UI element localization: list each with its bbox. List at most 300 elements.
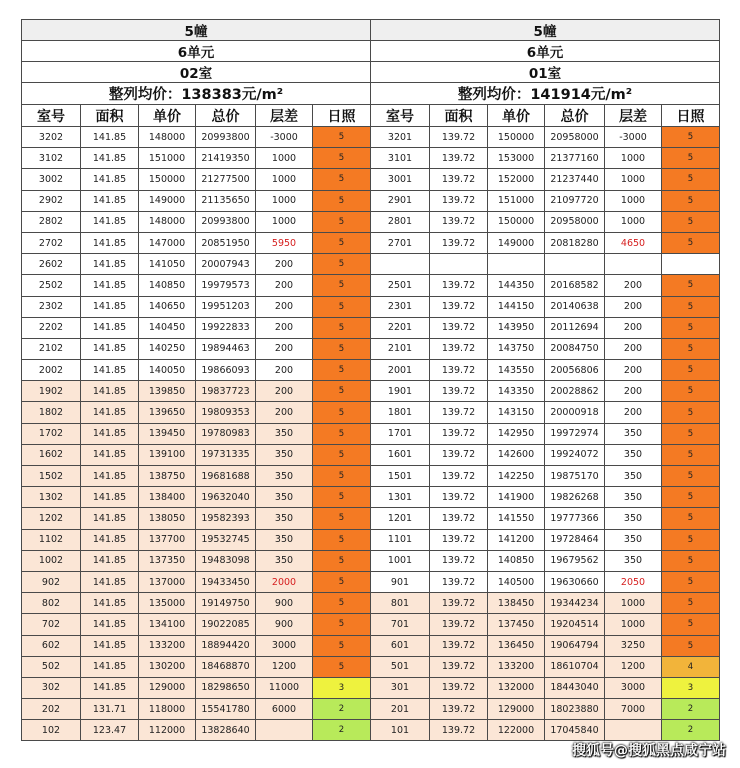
cell-sunlight: 5: [313, 656, 371, 677]
table-row: [371, 190, 720, 211]
cell-area: 141.85: [81, 444, 139, 465]
cell-sunlight: 5: [313, 296, 371, 317]
cell-sunlight: 5: [313, 169, 371, 190]
cell-room: 2301: [371, 296, 430, 317]
cell-unit-price: 151000: [488, 190, 545, 211]
cell-total: 18894420: [196, 635, 256, 656]
cell-area: 139.72: [430, 635, 488, 656]
average-price: 整列均价：138383元/m²: [22, 83, 371, 105]
cell-unit-price: 130200: [139, 656, 196, 677]
cell-floor-diff: 350: [605, 508, 662, 529]
cell-total: 19837723: [196, 381, 256, 402]
cell-unit-price: 140050: [139, 360, 196, 381]
average-price: 整列均价：141914元/m²: [371, 83, 720, 105]
cell-floor-diff: 200: [256, 254, 313, 275]
column-header-unit-price: 单价: [139, 105, 196, 127]
cell-area: [430, 254, 488, 275]
cell-unit-price: 138750: [139, 466, 196, 487]
cell-room: 2701: [371, 232, 430, 253]
cell-unit-price: 148000: [139, 127, 196, 148]
table-row: [371, 529, 720, 550]
cell-area: 139.72: [430, 127, 488, 148]
cell-unit-price: 153000: [488, 148, 545, 169]
cell-sunlight: 5: [662, 275, 720, 296]
cell-area: 141.85: [81, 211, 139, 232]
cell-room: 1801: [371, 402, 430, 423]
cell-unit-price: 141900: [488, 487, 545, 508]
cell-area: 141.85: [81, 571, 139, 592]
table-row: [371, 338, 720, 359]
cell-sunlight: 4: [662, 656, 720, 677]
cell-floor-diff: 1000: [605, 148, 662, 169]
cell-sunlight: 5: [313, 635, 371, 656]
cell-room: 1102: [22, 529, 81, 550]
cell-area: 141.85: [81, 635, 139, 656]
cell-total: 19728464: [545, 529, 605, 550]
cell-room: 1301: [371, 487, 430, 508]
cell-floor-diff: [256, 720, 313, 741]
cell-sunlight: 5: [662, 211, 720, 232]
table-row: [22, 317, 371, 338]
cell-floor-diff: 900: [256, 593, 313, 614]
cell-room: 2801: [371, 211, 430, 232]
cell-room: 801: [371, 593, 430, 614]
cell-floor-diff: -3000: [256, 127, 313, 148]
cell-area: 139.72: [430, 423, 488, 444]
table-row: [22, 423, 371, 444]
table-row: [371, 232, 720, 253]
table-row: [371, 487, 720, 508]
cell-room: 302: [22, 677, 81, 698]
cell-area: 139.72: [430, 444, 488, 465]
cell-room: 2102: [22, 338, 81, 359]
cell-total: 20112694: [545, 317, 605, 338]
cell-floor-diff: 200: [256, 381, 313, 402]
cell-unit-price: 136450: [488, 635, 545, 656]
cell-total: 20993800: [196, 127, 256, 148]
cell-total: 19972974: [545, 423, 605, 444]
cell-area: 139.72: [430, 232, 488, 253]
cell-unit-price: 118000: [139, 699, 196, 720]
cell-area: 139.72: [430, 275, 488, 296]
cell-unit-price: 140250: [139, 338, 196, 359]
cell-area: 141.85: [81, 148, 139, 169]
cell-total: 21237440: [545, 169, 605, 190]
cell-unit-price: 138400: [139, 487, 196, 508]
cell-sunlight: 5: [313, 360, 371, 381]
cell-area: 139.72: [430, 699, 488, 720]
table-row: [371, 296, 720, 317]
cell-total: 20958000: [545, 127, 605, 148]
cell-floor-diff: 350: [256, 550, 313, 571]
cell-area: 131.71: [81, 699, 139, 720]
cell-room: 3202: [22, 127, 81, 148]
cell-total: 19022085: [196, 614, 256, 635]
unit-title: 6单元: [22, 41, 371, 62]
table-row: [22, 571, 371, 592]
cell-unit-price: 132000: [488, 677, 545, 698]
cell-total: 19777366: [545, 508, 605, 529]
cell-total: 19679562: [545, 550, 605, 571]
cell-room: 1701: [371, 423, 430, 444]
cell-floor-diff: 1000: [256, 169, 313, 190]
cell-area: 139.72: [430, 211, 488, 232]
cell-floor-diff: [605, 254, 662, 275]
cell-unit-price: 140500: [488, 571, 545, 592]
cell-total: 21377160: [545, 148, 605, 169]
cell-total: 19483098: [196, 550, 256, 571]
cell-floor-diff: 200: [605, 296, 662, 317]
cell-unit-price: 139450: [139, 423, 196, 444]
table-row: [371, 635, 720, 656]
table-row: [371, 444, 720, 465]
cell-unit-price: 140650: [139, 296, 196, 317]
cell-sunlight: 5: [313, 593, 371, 614]
cell-room: 1302: [22, 487, 81, 508]
cell-unit-price: 129000: [488, 699, 545, 720]
cell-unit-price: 150000: [488, 211, 545, 232]
cell-floor-diff: 1000: [605, 169, 662, 190]
cell-floor-diff: 1000: [256, 148, 313, 169]
cell-total: 20818280: [545, 232, 605, 253]
cell-sunlight: 5: [313, 211, 371, 232]
cell-sunlight: 3: [313, 677, 371, 698]
cell-area: 139.72: [430, 466, 488, 487]
cell-area: 139.72: [430, 656, 488, 677]
cell-room: 201: [371, 699, 430, 720]
cell-total: 21277500: [196, 169, 256, 190]
table-row: [371, 127, 720, 148]
cell-room: 701: [371, 614, 430, 635]
table-row: [22, 296, 371, 317]
cell-unit-price: 150000: [139, 169, 196, 190]
cell-sunlight: 5: [662, 296, 720, 317]
cell-area: 139.72: [430, 529, 488, 550]
cell-floor-diff: 350: [605, 529, 662, 550]
cell-floor-diff: 350: [605, 423, 662, 444]
cell-sunlight: 5: [662, 508, 720, 529]
cell-room: 1702: [22, 423, 81, 444]
cell-area: 139.72: [430, 190, 488, 211]
cell-unit-price: 137450: [488, 614, 545, 635]
cell-room: 2001: [371, 360, 430, 381]
cell-total: 19979573: [196, 275, 256, 296]
cell-total: 20007943: [196, 254, 256, 275]
cell-total: 19681688: [196, 466, 256, 487]
cell-unit-price: 143350: [488, 381, 545, 402]
cell-floor-diff: 5950: [256, 232, 313, 253]
cell-unit-price: 140450: [139, 317, 196, 338]
cell-area: 139.72: [430, 296, 488, 317]
cell-room: 901: [371, 571, 430, 592]
cell-unit-price: 112000: [139, 720, 196, 741]
table-row: [22, 699, 371, 720]
cell-sunlight: 2: [662, 720, 720, 741]
column-header-sunlight: 日照: [313, 105, 371, 127]
cell-sunlight: 5: [313, 571, 371, 592]
cell-area: 141.85: [81, 360, 139, 381]
cell-total: [545, 254, 605, 275]
cell-sunlight: 5: [662, 338, 720, 359]
cell-unit-price: 140850: [488, 550, 545, 571]
cell-room: 1501: [371, 466, 430, 487]
column-header-total: 总价: [545, 105, 605, 127]
cell-area: 141.85: [81, 296, 139, 317]
cell-area: 141.85: [81, 593, 139, 614]
cell-room: 2002: [22, 360, 81, 381]
table-row: [371, 614, 720, 635]
cell-total: 19922833: [196, 317, 256, 338]
cell-area: 141.85: [81, 338, 139, 359]
left-table-panel: [21, 19, 370, 741]
cell-floor-diff: 200: [256, 338, 313, 359]
cell-sunlight: 5: [313, 317, 371, 338]
column-header-room: 室号: [22, 105, 81, 127]
table-row: [371, 677, 720, 698]
cell-sunlight: 5: [313, 381, 371, 402]
cell-total: 21419350: [196, 148, 256, 169]
cell-sunlight: 5: [662, 317, 720, 338]
cell-sunlight: 5: [662, 444, 720, 465]
cell-area: 141.85: [81, 614, 139, 635]
cell-unit-price: 147000: [139, 232, 196, 253]
cell-floor-diff: 11000: [256, 677, 313, 698]
cell-unit-price: 133200: [139, 635, 196, 656]
cell-room: 3002: [22, 169, 81, 190]
cell-total: 20168582: [545, 275, 605, 296]
table-row: [22, 508, 371, 529]
cell-sunlight: 5: [662, 360, 720, 381]
cell-total: 20028862: [545, 381, 605, 402]
cell-room: 802: [22, 593, 81, 614]
cell-room: 1602: [22, 444, 81, 465]
cell-sunlight: 5: [662, 487, 720, 508]
cell-sunlight: 5: [662, 148, 720, 169]
cell-room: 2501: [371, 275, 430, 296]
column-header-floor-diff: 层差: [605, 105, 662, 127]
cell-sunlight: 5: [313, 232, 371, 253]
cell-room: 1101: [371, 529, 430, 550]
cell-unit-price: 139850: [139, 381, 196, 402]
table-row: [22, 232, 371, 253]
cell-total: 20958000: [545, 211, 605, 232]
cell-floor-diff: 1000: [256, 190, 313, 211]
cell-sunlight: 3: [662, 677, 720, 698]
cell-room: 1902: [22, 381, 81, 402]
cell-floor-diff: 7000: [605, 699, 662, 720]
cell-area: 141.85: [81, 423, 139, 444]
cell-area: 141.85: [81, 254, 139, 275]
cell-sunlight: 5: [313, 550, 371, 571]
cell-floor-diff: 200: [256, 317, 313, 338]
cell-area: 139.72: [430, 148, 488, 169]
cell-floor-diff: 900: [256, 614, 313, 635]
table-row: [371, 254, 720, 275]
cell-area: 139.72: [430, 317, 488, 338]
cell-sunlight: 5: [313, 402, 371, 423]
cell-room: 501: [371, 656, 430, 677]
table-row: [371, 593, 720, 614]
building-title: 5幢: [22, 20, 371, 41]
table-row: [22, 381, 371, 402]
cell-unit-price: 133200: [488, 656, 545, 677]
cell-room: 1002: [22, 550, 81, 571]
cell-floor-diff: 3250: [605, 635, 662, 656]
cell-sunlight: 2: [662, 699, 720, 720]
cell-room: 2802: [22, 211, 81, 232]
cell-sunlight: 5: [313, 529, 371, 550]
cell-area: 141.85: [81, 232, 139, 253]
cell-unit-price: 151000: [139, 148, 196, 169]
cell-room: 202: [22, 699, 81, 720]
cell-room: 3102: [22, 148, 81, 169]
table-row: [371, 317, 720, 338]
cell-area: 141.85: [81, 677, 139, 698]
cell-unit-price: 141550: [488, 508, 545, 529]
column-header-room: 室号: [371, 105, 430, 127]
cell-area: 139.72: [430, 571, 488, 592]
cell-sunlight: 5: [662, 232, 720, 253]
column-header-floor-diff: 层差: [256, 105, 313, 127]
table-row: [22, 148, 371, 169]
cell-floor-diff: 1200: [256, 656, 313, 677]
cell-area: 141.85: [81, 169, 139, 190]
cell-room: 2202: [22, 317, 81, 338]
cell-floor-diff: 200: [256, 275, 313, 296]
cell-floor-diff: 4650: [605, 232, 662, 253]
column-header-row: [371, 105, 720, 127]
room-title: 02室: [22, 62, 371, 83]
cell-unit-price: [488, 254, 545, 275]
cell-unit-price: 143950: [488, 317, 545, 338]
cell-floor-diff: 1000: [605, 190, 662, 211]
cell-unit-price: 141200: [488, 529, 545, 550]
cell-floor-diff: 200: [605, 275, 662, 296]
cell-area: 139.72: [430, 338, 488, 359]
cell-area: 139.72: [430, 720, 488, 741]
cell-total: 19204514: [545, 614, 605, 635]
cell-total: 21135650: [196, 190, 256, 211]
cell-room: 1001: [371, 550, 430, 571]
price-tables: [21, 19, 719, 741]
cell-area: 141.85: [81, 317, 139, 338]
cell-sunlight: 5: [313, 254, 371, 275]
cell-room: 3101: [371, 148, 430, 169]
cell-total: 18298650: [196, 677, 256, 698]
column-header-sunlight: 日照: [662, 105, 720, 127]
cell-total: 20084750: [545, 338, 605, 359]
cell-total: 19344234: [545, 593, 605, 614]
cell-floor-diff: 1000: [605, 614, 662, 635]
table-row: [22, 720, 371, 741]
cell-total: 19582393: [196, 508, 256, 529]
right-table-panel: [370, 19, 719, 741]
cell-floor-diff: 3000: [605, 677, 662, 698]
cell-area: 139.72: [430, 508, 488, 529]
cell-area: 141.85: [81, 487, 139, 508]
cell-area: 141.85: [81, 402, 139, 423]
table-row: [371, 508, 720, 529]
cell-floor-diff: 3000: [256, 635, 313, 656]
cell-room: 601: [371, 635, 430, 656]
cell-floor-diff: 200: [605, 317, 662, 338]
cell-unit-price: 150000: [488, 127, 545, 148]
cell-sunlight: 5: [313, 444, 371, 465]
cell-room: 1502: [22, 466, 81, 487]
cell-total: 19951203: [196, 296, 256, 317]
cell-floor-diff: 350: [605, 444, 662, 465]
table-row: [371, 211, 720, 232]
cell-floor-diff: 2050: [605, 571, 662, 592]
table-row: [22, 614, 371, 635]
cell-room: 902: [22, 571, 81, 592]
table-row: [371, 402, 720, 423]
cell-room: 1201: [371, 508, 430, 529]
cell-total: 19731335: [196, 444, 256, 465]
cell-total: 19875170: [545, 466, 605, 487]
table-row: [371, 466, 720, 487]
cell-floor-diff: 200: [256, 296, 313, 317]
table-row: [22, 444, 371, 465]
cell-sunlight: 5: [313, 508, 371, 529]
cell-room: 101: [371, 720, 430, 741]
table-row: [22, 550, 371, 571]
table-row: [22, 127, 371, 148]
cell-sunlight: 5: [662, 593, 720, 614]
cell-total: 19924072: [545, 444, 605, 465]
cell-floor-diff: 1200: [605, 656, 662, 677]
table-row: [22, 529, 371, 550]
cell-total: 19630660: [545, 571, 605, 592]
cell-unit-price: 140850: [139, 275, 196, 296]
cell-floor-diff: 350: [605, 466, 662, 487]
table-row: [22, 635, 371, 656]
cell-area: 141.85: [81, 508, 139, 529]
cell-unit-price: 149000: [488, 232, 545, 253]
cell-sunlight: 5: [313, 127, 371, 148]
cell-sunlight: 2: [313, 720, 371, 741]
cell-sunlight: 5: [662, 614, 720, 635]
cell-room: 602: [22, 635, 81, 656]
cell-total: 20140638: [545, 296, 605, 317]
table-row: [371, 571, 720, 592]
cell-floor-diff: 1000: [256, 211, 313, 232]
cell-room: 1202: [22, 508, 81, 529]
cell-total: 13828640: [196, 720, 256, 741]
cell-room: 2201: [371, 317, 430, 338]
cell-room: 2101: [371, 338, 430, 359]
cell-area: 139.72: [430, 360, 488, 381]
cell-area: 141.85: [81, 466, 139, 487]
cell-floor-diff: -3000: [605, 127, 662, 148]
unit-02-price-table: [21, 19, 371, 741]
table-row: [371, 275, 720, 296]
table-row: [371, 381, 720, 402]
cell-unit-price: 141050: [139, 254, 196, 275]
table-row: [371, 360, 720, 381]
table-row: [22, 254, 371, 275]
cell-unit-price: 143750: [488, 338, 545, 359]
cell-area: 141.85: [81, 275, 139, 296]
cell-floor-diff: 350: [256, 487, 313, 508]
cell-area: 139.72: [430, 614, 488, 635]
cell-floor-diff: 200: [256, 402, 313, 423]
cell-floor-diff: 200: [605, 360, 662, 381]
cell-area: 141.85: [81, 190, 139, 211]
cell-total: 18443040: [545, 677, 605, 698]
cell-unit-price: 149000: [139, 190, 196, 211]
cell-total: 19809353: [196, 402, 256, 423]
